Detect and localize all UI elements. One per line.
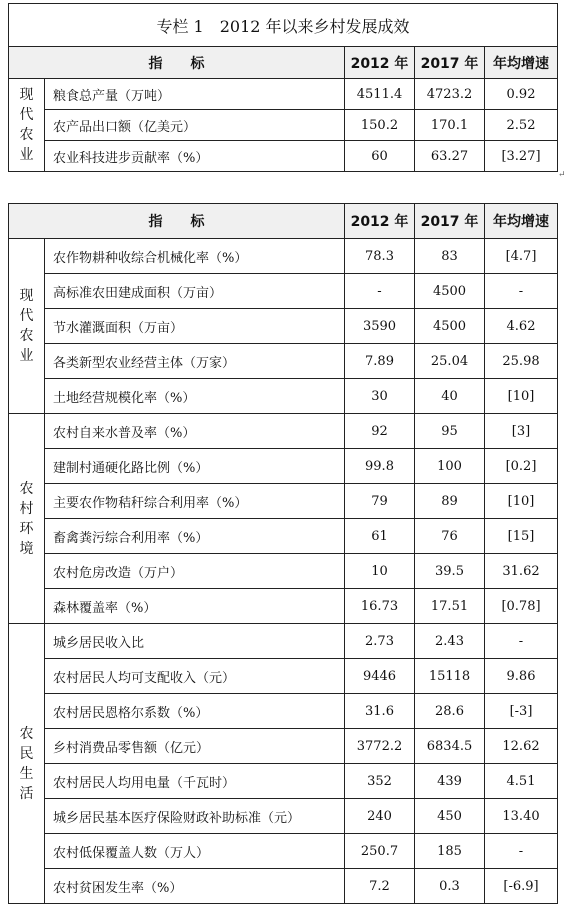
indicator-cell: 土地经营规模化率（%） bbox=[45, 379, 345, 414]
category-char: 业 bbox=[19, 348, 34, 364]
value-2012-cell: 3772.2 bbox=[345, 729, 415, 764]
indicator-cell: 节水灌溉面积（万亩） bbox=[45, 309, 345, 344]
table-row bbox=[9, 344, 558, 379]
table-row bbox=[9, 484, 558, 519]
indicator-cell: 森林覆盖率（%） bbox=[45, 589, 345, 624]
indicator-cell: 各类新型农业经营主体（万家） bbox=[45, 344, 345, 379]
value-2017-cell: 439 bbox=[415, 764, 485, 799]
value-2012-cell: 16.73 bbox=[345, 589, 415, 624]
value-2017-cell: 28.6 bbox=[415, 694, 485, 729]
value-2017-cell: 185 bbox=[415, 834, 485, 869]
category-cell bbox=[9, 239, 45, 414]
category-char: 生 bbox=[19, 765, 34, 782]
growth-cell: - bbox=[485, 834, 558, 869]
value-2017-cell: 6834.5 bbox=[415, 729, 485, 764]
growth-cell: 31.62 bbox=[485, 554, 558, 589]
category-char: 活 bbox=[19, 785, 34, 802]
table-row bbox=[9, 589, 558, 624]
value-2012-cell: 99.8 bbox=[345, 449, 415, 484]
value-2017-cell: 63.27 bbox=[415, 141, 485, 172]
table-row bbox=[9, 694, 558, 729]
indicator-cell: 农村危房改造（万户） bbox=[45, 554, 345, 589]
return-mark: ↵ bbox=[558, 170, 566, 180]
category-char: 村 bbox=[19, 500, 34, 517]
growth-cell: [4.7] bbox=[485, 239, 558, 274]
indicator-cell: 农业科技进步贡献率（%） bbox=[45, 141, 345, 172]
table-row bbox=[9, 239, 558, 274]
value-2012-cell: 150.2 bbox=[345, 110, 415, 141]
value-2012-cell: 2.73 bbox=[345, 624, 415, 659]
growth-cell: 4.51 bbox=[485, 764, 558, 799]
value-2017-cell: 4500 bbox=[415, 274, 485, 309]
category-char: 代 bbox=[19, 107, 34, 123]
table-row bbox=[9, 449, 558, 484]
table-row bbox=[9, 764, 558, 799]
value-2012-cell: 31.6 bbox=[345, 694, 415, 729]
category-char: 农 bbox=[19, 328, 34, 344]
category-char: 农 bbox=[19, 725, 34, 742]
growth-cell: [-3] bbox=[485, 694, 558, 729]
value-2017-cell: 17.51 bbox=[415, 589, 485, 624]
value-2012-cell: 352 bbox=[345, 764, 415, 799]
value-2017-cell: 100 bbox=[415, 449, 485, 484]
table-row bbox=[9, 79, 558, 110]
value-2012-cell: 30 bbox=[345, 379, 415, 414]
value-2017-cell: 15118 bbox=[415, 659, 485, 694]
growth-cell: [15] bbox=[485, 519, 558, 554]
table-row bbox=[9, 141, 558, 172]
indicator-cell: 农村居民恩格尔系数（%） bbox=[45, 694, 345, 729]
value-2012-cell: 78.3 bbox=[345, 239, 415, 274]
category-char: 民 bbox=[19, 745, 34, 762]
value-2017-cell: 2.43 bbox=[415, 624, 485, 659]
indicator-cell: 农村居民人均用电量（千瓦时） bbox=[45, 764, 345, 799]
category-cell bbox=[9, 414, 45, 624]
header-indicator: 指 标 bbox=[9, 204, 345, 239]
value-2017-cell: 39.5 bbox=[415, 554, 485, 589]
table-row bbox=[9, 729, 558, 764]
value-2012-cell: 79 bbox=[345, 484, 415, 519]
indicator-cell: 农村居民人均可支配收入（元） bbox=[45, 659, 345, 694]
header-growth: 年均增速 bbox=[485, 47, 558, 79]
header-2017: 2017 年 bbox=[415, 47, 485, 79]
category-char: 环 bbox=[19, 520, 34, 537]
growth-cell: 0.92 bbox=[485, 79, 558, 110]
header-2012: 2012 年 bbox=[345, 204, 415, 239]
value-2012-cell: 7.89 bbox=[345, 344, 415, 379]
header-2012: 2012 年 bbox=[345, 47, 415, 79]
category-char: 农 bbox=[19, 127, 34, 143]
header-2017: 2017 年 bbox=[415, 204, 485, 239]
table-row bbox=[9, 624, 558, 659]
indicator-cell: 农村自来水普及率（%） bbox=[45, 414, 345, 449]
category-cell bbox=[9, 79, 45, 172]
table-row bbox=[9, 834, 558, 869]
value-2017-cell: 450 bbox=[415, 799, 485, 834]
category-char: 现 bbox=[19, 87, 34, 103]
growth-cell: 12.62 bbox=[485, 729, 558, 764]
value-2012-cell: 10 bbox=[345, 554, 415, 589]
category-cell bbox=[9, 624, 45, 904]
header-indicator: 指 标 bbox=[9, 47, 345, 79]
growth-cell: [0.2] bbox=[485, 449, 558, 484]
value-2017-cell: 76 bbox=[415, 519, 485, 554]
value-2012-cell: 9446 bbox=[345, 659, 415, 694]
growth-cell: [10] bbox=[485, 379, 558, 414]
table-row bbox=[9, 309, 558, 344]
growth-cell: 13.40 bbox=[485, 799, 558, 834]
value-2017-cell: 95 bbox=[415, 414, 485, 449]
table-row bbox=[9, 659, 558, 694]
growth-cell: [0.78] bbox=[485, 589, 558, 624]
growth-cell: [-6.9] bbox=[485, 869, 558, 904]
indicator-cell: 城乡居民基本医疗保险财政补助标准（元） bbox=[45, 799, 345, 834]
category-char: 现 bbox=[19, 288, 34, 304]
indicator-cell: 农作物耕种收综合机械化率（%） bbox=[45, 239, 345, 274]
growth-cell: [3] bbox=[485, 414, 558, 449]
indicator-cell: 城乡居民收入比 bbox=[45, 624, 345, 659]
table-title: 专栏 1 2012 年以来乡村发展成效 bbox=[9, 4, 558, 47]
indicator-cell: 农村贫困发生率（%） bbox=[45, 869, 345, 904]
value-2017-cell: 83 bbox=[415, 239, 485, 274]
value-2012-cell: 3590 bbox=[345, 309, 415, 344]
indicator-cell: 农产品出口额（亿美元） bbox=[45, 110, 345, 141]
table-row bbox=[9, 869, 558, 904]
value-2017-cell: 40 bbox=[415, 379, 485, 414]
table-row bbox=[9, 554, 558, 589]
category-char: 境 bbox=[19, 540, 34, 557]
value-2017-cell: 89 bbox=[415, 484, 485, 519]
indicator-cell: 农村低保覆盖人数（万人） bbox=[45, 834, 345, 869]
indicator-cell: 乡村消费品零售额（亿元） bbox=[45, 729, 345, 764]
table-row bbox=[9, 379, 558, 414]
growth-cell: [10] bbox=[485, 484, 558, 519]
value-2012-cell: 61 bbox=[345, 519, 415, 554]
value-2012-cell: 240 bbox=[345, 799, 415, 834]
growth-cell: 4.62 bbox=[485, 309, 558, 344]
header-growth: 年均增速 bbox=[485, 204, 558, 239]
value-2017-cell: 25.04 bbox=[415, 344, 485, 379]
growth-cell: - bbox=[485, 624, 558, 659]
indicator-cell: 建制村通硬化路比例（%） bbox=[45, 449, 345, 484]
table-row bbox=[9, 110, 558, 141]
growth-cell: - bbox=[485, 274, 558, 309]
table-row bbox=[9, 274, 558, 309]
table-row bbox=[9, 799, 558, 834]
indicator-cell: 粮食总产量（万吨） bbox=[45, 79, 345, 110]
value-2012-cell: 250.7 bbox=[345, 834, 415, 869]
value-2017-cell: 4500 bbox=[415, 309, 485, 344]
indicator-cell: 主要农作物秸秆综合利用率（%） bbox=[45, 484, 345, 519]
category-char: 业 bbox=[19, 147, 34, 163]
value-2012-cell: 7.2 bbox=[345, 869, 415, 904]
summary-table-2 bbox=[8, 203, 558, 904]
category-char: 代 bbox=[19, 308, 34, 324]
growth-cell: [3.27] bbox=[485, 141, 558, 172]
summary-table-1 bbox=[8, 3, 558, 172]
value-2017-cell: 170.1 bbox=[415, 110, 485, 141]
category-char: 农 bbox=[19, 480, 34, 497]
table-row bbox=[9, 519, 558, 554]
value-2012-cell: 60 bbox=[345, 141, 415, 172]
table-row bbox=[9, 414, 558, 449]
value-2017-cell: 4723.2 bbox=[415, 79, 485, 110]
value-2012-cell: - bbox=[345, 274, 415, 309]
indicator-cell: 畜禽粪污综合利用率（%） bbox=[45, 519, 345, 554]
growth-cell: 25.98 bbox=[485, 344, 558, 379]
growth-cell: 2.52 bbox=[485, 110, 558, 141]
indicator-cell: 高标准农田建成面积（万亩） bbox=[45, 274, 345, 309]
value-2012-cell: 4511.4 bbox=[345, 79, 415, 110]
value-2012-cell: 92 bbox=[345, 414, 415, 449]
value-2017-cell: 0.3 bbox=[415, 869, 485, 904]
growth-cell: 9.86 bbox=[485, 659, 558, 694]
